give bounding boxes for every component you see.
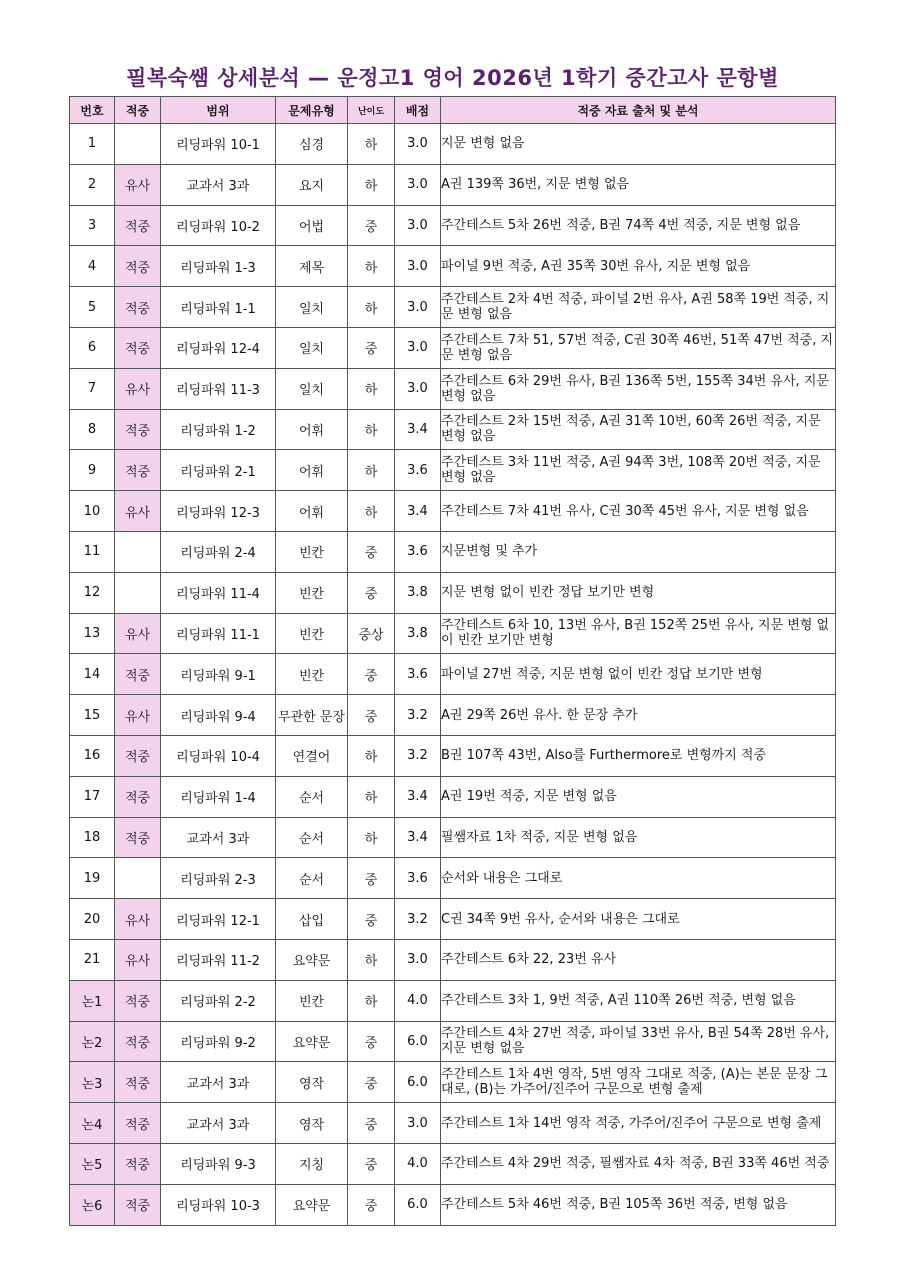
cell-range: 리딩파워 9-2 (161, 1021, 276, 1062)
cell-question-type: 연결어 (276, 735, 348, 776)
cell-number: 논2 (70, 1021, 115, 1062)
cell-question-type: 어법 (276, 205, 348, 246)
cell-hit: 유사 (115, 491, 161, 532)
cell-difficulty: 하 (348, 980, 395, 1021)
cell-score: 6.0 (395, 1021, 441, 1062)
cell-question-type: 어휘 (276, 491, 348, 532)
cell-analysis: 주간테스트 7차 41번 유사, C권 30쪽 45번 유사, 지문 변형 없음 (441, 491, 836, 532)
cell-score: 3.0 (395, 327, 441, 368)
cell-number: 3 (70, 205, 115, 246)
header-score: 배점 (395, 97, 441, 124)
cell-difficulty: 중상 (348, 613, 395, 654)
cell-score: 3.0 (395, 164, 441, 205)
cell-range: 교과서 3과 (161, 1103, 276, 1144)
cell-hit: 적중 (115, 1143, 161, 1184)
header-analysis: 적중 자료 출처 및 분석 (441, 97, 836, 124)
cell-question-type: 일치 (276, 287, 348, 328)
cell-difficulty: 중 (348, 1062, 395, 1103)
cell-question-type: 빈칸 (276, 572, 348, 613)
cell-score: 3.2 (395, 735, 441, 776)
cell-number: 18 (70, 817, 115, 858)
cell-range: 리딩파워 11-2 (161, 939, 276, 980)
table-row (70, 246, 836, 287)
cell-number: 13 (70, 613, 115, 654)
cell-question-type: 순서 (276, 817, 348, 858)
cell-score: 3.6 (395, 654, 441, 695)
cell-score: 3.4 (395, 817, 441, 858)
cell-analysis: A권 19번 적중, 지문 변형 없음 (441, 776, 836, 817)
cell-range: 리딩파워 12-4 (161, 327, 276, 368)
cell-number: 8 (70, 409, 115, 450)
cell-analysis: 파이널 9번 적중, A권 35쪽 30번 유사, 지문 변형 없음 (441, 246, 836, 287)
table-row (70, 409, 836, 450)
cell-analysis: 주간테스트 3차 11번 적중, A권 94쪽 3번, 108쪽 20번 적중, 지문 변형 없음 (441, 450, 836, 491)
cell-difficulty: 하 (348, 409, 395, 450)
cell-analysis: 지문 변형 없음 (441, 124, 836, 165)
cell-hit: 유사 (115, 695, 161, 736)
cell-score: 3.0 (395, 124, 441, 165)
cell-analysis: 주간테스트 3차 1, 9번 적중, A권 110쪽 26번 적중, 변형 없음 (441, 980, 836, 1021)
cell-score: 3.0 (395, 246, 441, 287)
cell-hit: 적중 (115, 735, 161, 776)
cell-hit: 적중 (115, 1062, 161, 1103)
cell-question-type: 영작 (276, 1103, 348, 1144)
cell-number: 1 (70, 124, 115, 165)
cell-question-type: 영작 (276, 1062, 348, 1103)
cell-analysis: 주간테스트 2차 15번 적중, A권 31쪽 10번, 60쪽 26번 적중, 지문 변형 없음 (441, 409, 836, 450)
cell-score: 3.0 (395, 939, 441, 980)
cell-range: 리딩파워 1-2 (161, 409, 276, 450)
header-type: 문제유형 (276, 97, 348, 124)
cell-range: 리딩파워 1-4 (161, 776, 276, 817)
cell-hit: 적중 (115, 817, 161, 858)
cell-number: 논6 (70, 1184, 115, 1225)
cell-difficulty: 하 (348, 287, 395, 328)
cell-number: 논4 (70, 1103, 115, 1144)
cell-question-type: 일치 (276, 327, 348, 368)
header-row (70, 97, 836, 124)
cell-hit: 적중 (115, 776, 161, 817)
cell-difficulty: 중 (348, 1021, 395, 1062)
cell-analysis: 주간테스트 4차 27번 적중, 파이널 33번 유사, B권 54쪽 28번 유사, 지문 변형 없음 (441, 1021, 836, 1062)
cell-hit: 유사 (115, 613, 161, 654)
cell-question-type: 요약문 (276, 1021, 348, 1062)
table-row (70, 164, 836, 205)
cell-difficulty: 중 (348, 899, 395, 940)
cell-range: 리딩파워 11-4 (161, 572, 276, 613)
cell-score: 6.0 (395, 1062, 441, 1103)
cell-number: 10 (70, 491, 115, 532)
cell-difficulty: 하 (348, 735, 395, 776)
cell-number: 5 (70, 287, 115, 328)
table-row (70, 776, 836, 817)
cell-hit: 적중 (115, 1184, 161, 1225)
table-row (70, 858, 836, 899)
cell-question-type: 요지 (276, 164, 348, 205)
cell-hit: 적중 (115, 287, 161, 328)
cell-hit: 유사 (115, 939, 161, 980)
cell-hit: 적중 (115, 1103, 161, 1144)
cell-number: 14 (70, 654, 115, 695)
table-row (70, 939, 836, 980)
cell-question-type: 무관한 문장 (276, 695, 348, 736)
cell-question-type: 빈칸 (276, 531, 348, 572)
cell-question-type: 순서 (276, 776, 348, 817)
cell-range: 리딩파워 10-1 (161, 124, 276, 165)
cell-difficulty: 중 (348, 695, 395, 736)
cell-question-type: 요약문 (276, 1184, 348, 1225)
cell-hit: 적중 (115, 205, 161, 246)
cell-question-type: 지칭 (276, 1143, 348, 1184)
table-row (70, 205, 836, 246)
cell-number: 12 (70, 572, 115, 613)
cell-score: 3.0 (395, 368, 441, 409)
cell-score: 4.0 (395, 980, 441, 1021)
cell-analysis: 주간테스트 6차 29번 유사, B권 136쪽 5번, 155쪽 34번 유사, 지문 변형 없음 (441, 368, 836, 409)
cell-analysis: 주간테스트 6차 22, 23번 유사 (441, 939, 836, 980)
cell-hit (115, 858, 161, 899)
cell-score: 3.2 (395, 695, 441, 736)
cell-hit: 유사 (115, 899, 161, 940)
cell-number: 4 (70, 246, 115, 287)
cell-range: 리딩파워 2-3 (161, 858, 276, 899)
cell-number: 20 (70, 899, 115, 940)
cell-score: 3.0 (395, 1103, 441, 1144)
cell-question-type: 어휘 (276, 450, 348, 491)
cell-hit: 적중 (115, 327, 161, 368)
cell-score: 3.4 (395, 491, 441, 532)
cell-analysis: 주간테스트 7차 51, 57번 적중, C권 30쪽 46번, 51쪽 47번 적중, 지문 변형 없음 (441, 327, 836, 368)
table-row (70, 1021, 836, 1062)
cell-analysis: 주간테스트 1차 4번 영작, 5번 영작 그대로 적중, (A)는 본문 문장 그대로, (B)는 가주어/진주어 구문으로 변형 출제 (441, 1062, 836, 1103)
cell-difficulty: 중 (348, 1143, 395, 1184)
cell-analysis: 파이널 27번 적중, 지문 변형 없이 빈칸 정답 보기만 변형 (441, 654, 836, 695)
cell-question-type: 빈칸 (276, 654, 348, 695)
table-row (70, 287, 836, 328)
cell-range: 리딩파워 1-1 (161, 287, 276, 328)
table-row (70, 613, 836, 654)
cell-hit (115, 531, 161, 572)
cell-question-type: 일치 (276, 368, 348, 409)
cell-analysis: A권 139쪽 36번, 지문 변형 없음 (441, 164, 836, 205)
cell-number: 17 (70, 776, 115, 817)
cell-difficulty: 하 (348, 776, 395, 817)
cell-analysis: 주간테스트 2차 4번 적중, 파이널 2번 유사, A권 58쪽 19번 적중, 지문 변형 없음 (441, 287, 836, 328)
cell-difficulty: 중 (348, 858, 395, 899)
table-row (70, 735, 836, 776)
cell-analysis: B권 107쪽 43번, Also를 Furthermore로 변형까지 적중 (441, 735, 836, 776)
cell-number: 논5 (70, 1143, 115, 1184)
cell-difficulty: 중 (348, 1103, 395, 1144)
header-difficulty: 난이도 (348, 97, 395, 124)
cell-hit (115, 572, 161, 613)
cell-analysis: 주간테스트 1차 14번 영작 적중, 가주어/진주어 구문으로 변형 출제 (441, 1103, 836, 1144)
cell-range: 교과서 3과 (161, 164, 276, 205)
cell-question-type: 삽입 (276, 899, 348, 940)
header-range: 범위 (161, 97, 276, 124)
cell-range: 리딩파워 9-4 (161, 695, 276, 736)
table-row (70, 1143, 836, 1184)
cell-hit: 적중 (115, 1021, 161, 1062)
cell-analysis: 필쌤자료 1차 적중, 지문 변형 없음 (441, 817, 836, 858)
cell-hit: 적중 (115, 450, 161, 491)
cell-difficulty: 하 (348, 368, 395, 409)
cell-difficulty: 하 (348, 817, 395, 858)
cell-difficulty: 중 (348, 327, 395, 368)
header-no: 번호 (70, 97, 115, 124)
cell-question-type: 요약문 (276, 939, 348, 980)
table-row (70, 695, 836, 736)
cell-question-type: 빈칸 (276, 980, 348, 1021)
cell-analysis: 주간테스트 5차 26번 적중, B권 74쪽 4번 적중, 지문 변형 없음 (441, 205, 836, 246)
cell-difficulty: 중 (348, 205, 395, 246)
table-row (70, 368, 836, 409)
cell-difficulty: 하 (348, 939, 395, 980)
cell-range: 리딩파워 12-1 (161, 899, 276, 940)
table-row (70, 1184, 836, 1225)
cell-question-type: 심경 (276, 124, 348, 165)
cell-question-type: 제목 (276, 246, 348, 287)
cell-score: 6.0 (395, 1184, 441, 1225)
cell-score: 3.8 (395, 572, 441, 613)
table-row (70, 491, 836, 532)
table-row (70, 450, 836, 491)
cell-range: 리딩파워 2-4 (161, 531, 276, 572)
cell-analysis: 지문 변형 없이 빈칸 정답 보기만 변형 (441, 572, 836, 613)
table-row (70, 980, 836, 1021)
cell-hit: 적중 (115, 654, 161, 695)
cell-range: 리딩파워 10-4 (161, 735, 276, 776)
cell-analysis: 주간테스트 5차 46번 적중, B권 105쪽 36번 적중, 변형 없음 (441, 1184, 836, 1225)
cell-analysis: 순서와 내용은 그대로 (441, 858, 836, 899)
cell-difficulty: 중 (348, 654, 395, 695)
cell-analysis: 주간테스트 6차 10, 13번 유사, B권 152쪽 25번 유사, 지문 변형 없이 빈칸 보기만 변형 (441, 613, 836, 654)
cell-number: 7 (70, 368, 115, 409)
cell-number: 11 (70, 531, 115, 572)
table-row (70, 572, 836, 613)
cell-range: 리딩파워 2-2 (161, 980, 276, 1021)
table-row (70, 531, 836, 572)
cell-range: 리딩파워 11-3 (161, 368, 276, 409)
cell-hit: 적중 (115, 980, 161, 1021)
cell-number: 6 (70, 327, 115, 368)
cell-difficulty: 하 (348, 450, 395, 491)
cell-score: 3.2 (395, 899, 441, 940)
cell-difficulty: 중 (348, 1184, 395, 1225)
cell-range: 교과서 3과 (161, 1062, 276, 1103)
cell-range: 리딩파워 12-3 (161, 491, 276, 532)
cell-range: 리딩파워 11-1 (161, 613, 276, 654)
cell-number: 19 (70, 858, 115, 899)
cell-hit (115, 124, 161, 165)
cell-range: 리딩파워 2-1 (161, 450, 276, 491)
cell-score: 4.0 (395, 1143, 441, 1184)
cell-number: 15 (70, 695, 115, 736)
cell-number: 16 (70, 735, 115, 776)
cell-difficulty: 하 (348, 124, 395, 165)
cell-difficulty: 하 (348, 246, 395, 287)
table-row (70, 899, 836, 940)
cell-difficulty: 중 (348, 572, 395, 613)
cell-number: 논3 (70, 1062, 115, 1103)
cell-score: 3.6 (395, 450, 441, 491)
cell-number: 21 (70, 939, 115, 980)
table-row (70, 817, 836, 858)
cell-hit: 적중 (115, 246, 161, 287)
cell-score: 3.0 (395, 205, 441, 246)
table-row (70, 1062, 836, 1103)
cell-score: 3.6 (395, 858, 441, 899)
cell-range: 교과서 3과 (161, 817, 276, 858)
table-row (70, 654, 836, 695)
cell-difficulty: 중 (348, 531, 395, 572)
cell-difficulty: 하 (348, 491, 395, 532)
table-row (70, 1103, 836, 1144)
cell-difficulty: 하 (348, 164, 395, 205)
analysis-table (69, 96, 836, 1226)
table-row (70, 124, 836, 165)
page-title: 필복숙쌤 상세분석 — 운정고1 영어 2026년 1학기 중간고사 문항별 (126, 66, 779, 90)
cell-question-type: 어휘 (276, 409, 348, 450)
cell-range: 리딩파워 10-3 (161, 1184, 276, 1225)
cell-number: 9 (70, 450, 115, 491)
cell-analysis: A권 29쪽 26번 유사. 한 문장 추가 (441, 695, 836, 736)
cell-range: 리딩파워 1-3 (161, 246, 276, 287)
cell-score: 3.4 (395, 776, 441, 817)
cell-hit: 유사 (115, 368, 161, 409)
cell-score: 3.0 (395, 287, 441, 328)
cell-analysis: C권 34쪽 9번 유사, 순서와 내용은 그대로 (441, 899, 836, 940)
header-hit: 적중 (115, 97, 161, 124)
cell-score: 3.4 (395, 409, 441, 450)
cell-score: 3.6 (395, 531, 441, 572)
cell-range: 리딩파워 9-1 (161, 654, 276, 695)
cell-hit: 유사 (115, 164, 161, 205)
cell-hit: 적중 (115, 409, 161, 450)
cell-range: 리딩파워 10-2 (161, 205, 276, 246)
cell-number: 논1 (70, 980, 115, 1021)
cell-score: 3.8 (395, 613, 441, 654)
table-row (70, 327, 836, 368)
cell-range: 리딩파워 9-3 (161, 1143, 276, 1184)
cell-number: 2 (70, 164, 115, 205)
cell-question-type: 빈칸 (276, 613, 348, 654)
cell-analysis: 지문변형 및 추가 (441, 531, 836, 572)
cell-question-type: 순서 (276, 858, 348, 899)
cell-analysis: 주간테스트 4차 29번 적중, 필쌤자료 4차 적중, B권 33쪽 46번 적중 (441, 1143, 836, 1184)
